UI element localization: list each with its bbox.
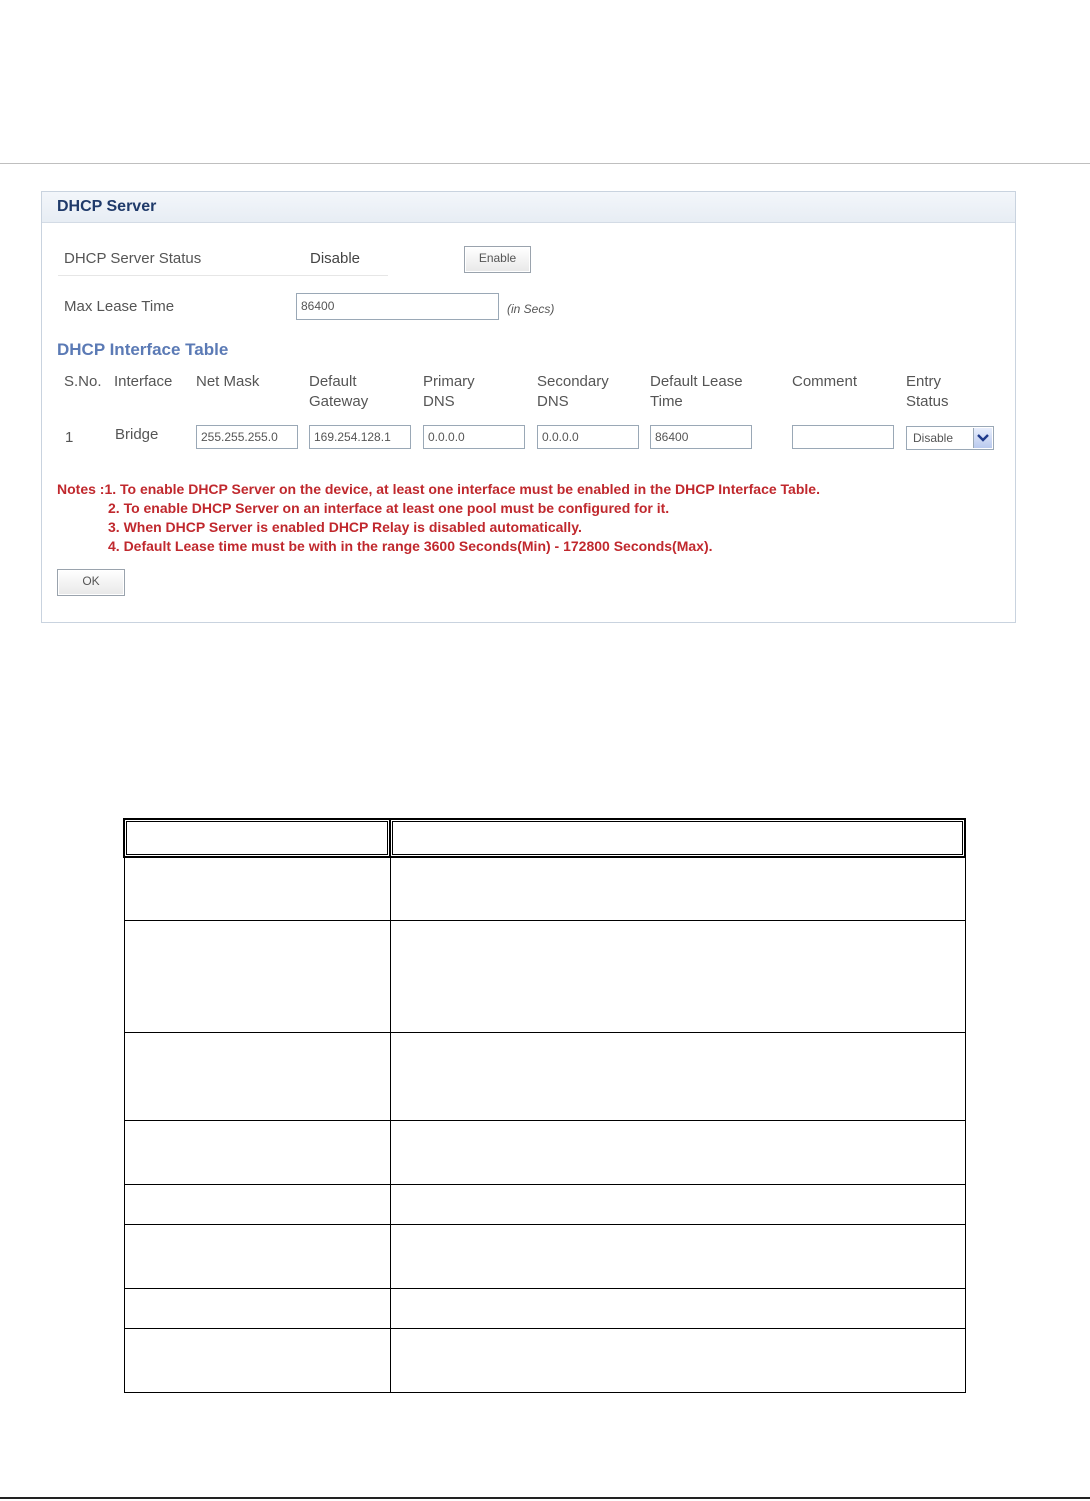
- entry-status-value: Disable: [913, 431, 954, 445]
- chevron-down-icon[interactable]: [973, 428, 992, 448]
- row-sno: 1: [65, 429, 74, 446]
- max-lease-input[interactable]: 86400: [296, 293, 499, 320]
- table-header-cell: [390, 819, 965, 857]
- table-cell: [390, 1288, 965, 1328]
- table-header-cell: [124, 819, 390, 857]
- col-comment: Comment: [792, 373, 858, 390]
- table-cell: [124, 1032, 390, 1120]
- col-interface: Interface: [114, 373, 173, 390]
- entry-status-select[interactable]: [906, 426, 994, 450]
- table-row: [124, 1224, 965, 1288]
- description-table: [123, 818, 966, 1393]
- table-cell: [124, 1224, 390, 1288]
- row-interface: Bridge: [115, 426, 159, 443]
- panel-header: [42, 192, 1015, 223]
- table-cell: [390, 1328, 965, 1392]
- table-cell: [390, 1184, 965, 1224]
- col-netmask: Net Mask: [196, 373, 260, 390]
- table-header-row: [124, 819, 965, 857]
- interface-table-title: DHCP Interface Table: [57, 340, 229, 359]
- bottom-divider: [0, 1497, 1090, 1499]
- table-cell: [124, 1120, 390, 1184]
- table-row: [124, 1288, 965, 1328]
- table-cell: [124, 920, 390, 1032]
- max-lease-label: Max Lease Time: [64, 298, 175, 315]
- comment-input[interactable]: [792, 425, 894, 449]
- table-row: [124, 1032, 965, 1120]
- table-row: [124, 1120, 965, 1184]
- table-row: [124, 920, 965, 1032]
- col-gateway: Default Gateway: [309, 373, 369, 410]
- note-1: Notes :1. To enable DHCP Server on the device, at least one interface must be enabled in the DHCP Interface Table.: [57, 481, 820, 497]
- col-secondary-dns: Secondary DNS: [537, 373, 609, 410]
- table-cell: [390, 857, 965, 920]
- table-cell: [124, 1328, 390, 1392]
- max-lease-unit: (in Secs): [507, 302, 555, 316]
- dhcp-server-panel: [41, 191, 1016, 623]
- note-3: 3. When DHCP Server is enabled DHCP Relay is disabled automatically.: [108, 519, 582, 535]
- server-status-label: DHCP Server Status: [64, 250, 202, 267]
- table-cell: [390, 920, 965, 1032]
- table-row: [124, 1328, 965, 1392]
- table-cell: [124, 1288, 390, 1328]
- netmask-input[interactable]: 255.255.255.0: [196, 425, 298, 449]
- top-divider: [0, 163, 1090, 164]
- table-cell: [390, 1224, 965, 1288]
- gateway-input[interactable]: 169.254.128.1: [309, 425, 411, 449]
- table-cell: [390, 1032, 965, 1120]
- panel-title: DHCP Server: [57, 198, 157, 215]
- table-row: [124, 1184, 965, 1224]
- table-cell: [124, 857, 390, 920]
- col-lease-time: Default Lease Time: [650, 373, 743, 410]
- server-status-value: Disable: [310, 250, 361, 267]
- lease-time-input[interactable]: 86400: [650, 425, 752, 449]
- ok-button[interactable]: OK: [57, 569, 125, 596]
- enable-button[interactable]: Enable: [464, 246, 531, 273]
- note-2: 2. To enable DHCP Server on an interface at least one pool must be configured for it.: [108, 500, 670, 516]
- secondary-dns-input[interactable]: 0.0.0.0: [537, 425, 639, 449]
- col-primary-dns: Primary DNS: [423, 373, 475, 410]
- status-row-divider: [58, 275, 388, 276]
- table-cell: [390, 1120, 965, 1184]
- col-sno: S.No.: [64, 373, 102, 390]
- note-4: 4. Default Lease time must be with in the range 3600 Seconds(Min) - 172800 Seconds(Max).: [108, 538, 713, 554]
- table-cell: [124, 1184, 390, 1224]
- col-entry-status: Entry Status: [906, 373, 949, 410]
- primary-dns-input[interactable]: 0.0.0.0: [423, 425, 525, 449]
- table-row: [124, 857, 965, 920]
